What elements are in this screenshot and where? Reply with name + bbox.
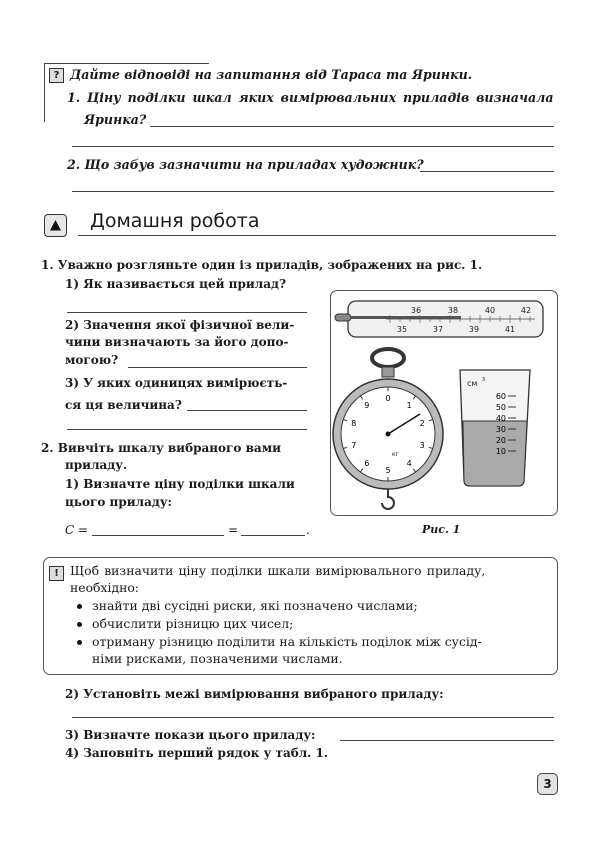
beaker-label: 60 — [495, 392, 506, 401]
note-bullet3-line1: отриману різницю поділити на кількість поділок між сусід- — [92, 634, 482, 649]
thermo-bottom-label: 39 — [468, 325, 480, 334]
thermo-top-label: 40 — [484, 306, 496, 315]
task1-step2-line3: могою? — [65, 353, 119, 367]
answer-line — [92, 535, 224, 536]
task2-step4: 4) Заповніть перший рядок у табл. 1. — [65, 746, 329, 760]
dial-label: 1 — [406, 400, 412, 410]
spring-scale-dial — [333, 349, 443, 509]
beaker-label: 10 — [495, 447, 506, 456]
answer-line — [340, 740, 554, 741]
measuring-beaker — [460, 370, 530, 486]
task2-line1: 2. Вивчіть шкалу вибраного вами — [41, 441, 282, 455]
homework-icon — [44, 214, 67, 237]
thermo-top-label: 42 — [520, 306, 532, 315]
note-line1: Щоб визначити ціну поділки шкали вимірювального приладу, — [70, 563, 486, 578]
task1-step3-line2: ся ця величина? — [65, 398, 182, 412]
dial-label: 5 — [385, 466, 391, 475]
question-2: 2. Що забув зазначити на приладах художник? — [67, 157, 424, 172]
beaker-unit: см — [467, 379, 478, 388]
dial-label: 4 — [406, 459, 412, 469]
task2-step1-line1: 1) Визначте ціну поділки шкали — [65, 477, 295, 491]
task2-step2: 2) Установіть межі вимірювання вибраного приладу: — [65, 687, 444, 701]
thermo-bottom-label: 35 — [396, 325, 408, 334]
figure-illustration — [330, 290, 558, 516]
answer-line — [67, 312, 307, 313]
formula-dot: . — [306, 523, 310, 537]
dial-label: 9 — [364, 400, 370, 410]
bullet-icon — [77, 604, 82, 609]
beaker-label: 20 — [495, 436, 506, 445]
question-1-line1: 1. Ціну поділки шкал яких вимірювальних приладів визначала — [67, 90, 554, 105]
formula-c-label: C = — [65, 523, 89, 537]
note-line2: необхідно: — [70, 580, 139, 595]
answer-line — [72, 717, 554, 718]
answer-line — [67, 429, 307, 430]
dial-label: 6 — [364, 459, 370, 469]
thermo-bottom-label: 41 — [504, 325, 516, 334]
answer-line — [128, 367, 307, 368]
dial-unit: кг — [392, 451, 399, 458]
beaker-label: 30 — [495, 425, 506, 434]
question-intro: Дайте відповіді на запитання від Тараса та Яринки. — [70, 67, 473, 82]
question-1-line2: Яринка? — [84, 112, 147, 127]
bullet-icon — [77, 640, 82, 645]
beaker-label: 50 — [495, 403, 506, 412]
homework-title: Домашня робота — [90, 210, 260, 232]
dial-label: 2 — [419, 418, 425, 428]
answer-line — [150, 126, 554, 127]
note-bullet1: знайти дві сусідні риски, які позначено числами; — [92, 598, 418, 613]
task2-step1-line2: цього приладу: — [65, 495, 172, 509]
task1-step1: 1) Як називається цей прилад? — [65, 277, 287, 291]
task1-step2-line2: чини визначають за його допо- — [65, 335, 289, 349]
dial-label: 0 — [385, 394, 391, 403]
dial-label: 8 — [351, 418, 357, 428]
answer-line — [187, 410, 307, 411]
question-icon: ? — [49, 68, 64, 83]
task1-step2-line1: 2) Значення якої фізичної вели- — [65, 318, 295, 332]
answer-line — [72, 146, 554, 147]
figure-caption: Рис. 1 — [422, 523, 461, 536]
formula-equals: = — [228, 523, 239, 537]
beaker-unit-sup: 3 — [482, 377, 486, 383]
note-bullet2: обчислити різницю цих чисел; — [92, 616, 294, 631]
answer-line — [72, 191, 554, 192]
task2-line2: приладу. — [65, 458, 128, 472]
thermometer — [335, 301, 543, 337]
bullet-icon — [77, 622, 82, 627]
page-number: 3 — [537, 773, 558, 795]
answer-line — [420, 171, 554, 172]
homework-underline — [78, 235, 556, 236]
task1-intro: 1. Уважно розгляньте один із приладів, зображених на рис. 1. — [41, 258, 483, 272]
task1-step3-line1: 3) У яких одиницях вимірюєть- — [65, 376, 288, 390]
task2-step3: 3) Визначте покази цього приладу: — [65, 728, 316, 742]
note-bullet3-line2: німи рисками, позначеними числами. — [92, 651, 343, 666]
answer-line — [241, 535, 305, 536]
thermo-bottom-label: 37 — [432, 325, 444, 334]
dial-label: 3 — [419, 441, 425, 451]
thermo-top-label: 36 — [410, 306, 422, 315]
attention-icon: ! — [49, 566, 64, 581]
thermo-top-label: 38 — [447, 306, 459, 315]
beaker-label: 40 — [495, 414, 506, 423]
dial-label: 7 — [351, 441, 357, 451]
